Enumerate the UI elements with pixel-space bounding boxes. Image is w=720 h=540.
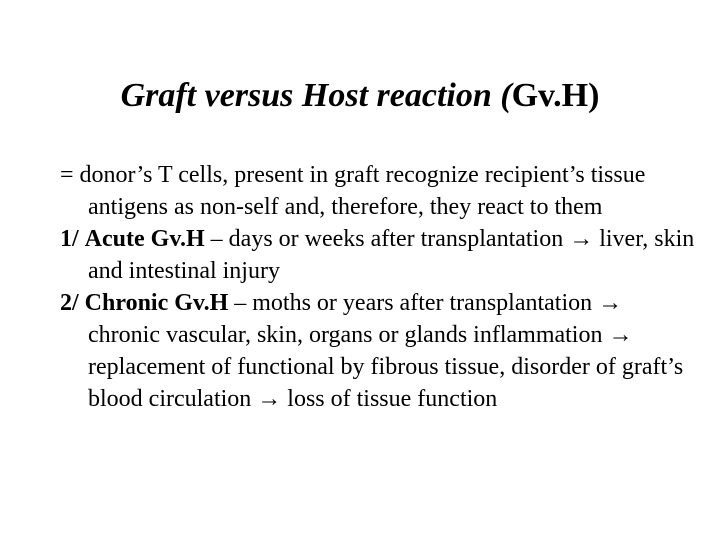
- title-italic-part: Graft versus Host reaction (: [120, 77, 512, 114]
- title-abbreviation: Gv.H: [511, 77, 589, 114]
- slide-body: [60, 159, 700, 415]
- chronic-number: 2/: [60, 290, 79, 316]
- title-closing-paren: ): [588, 77, 600, 114]
- definition-paragraph: = donor’s T cells, present in graft recognize recipient’s tissue antigens as non-self and, therefore, they react to them: [60, 162, 646, 220]
- acute-number: 1/: [60, 226, 79, 252]
- chronic-gvh-item: [60, 287, 700, 415]
- chronic-label: Chronic Gv.H: [84, 290, 229, 316]
- chronic-description: – moths or years after transplantation → chronic vascular, skin, organs or glands inflammation → replacement of functional by fibrous tissue, disorder of graft’s blood circulation → loss of tissue function: [88, 290, 684, 412]
- acute-description: – days or weeks after transplantation → liver, skin and intestinal injury: [88, 226, 695, 284]
- acute-gvh-item: [60, 223, 700, 287]
- acute-label: Acute Gv.H: [84, 226, 205, 252]
- slide-title: [0, 74, 720, 118]
